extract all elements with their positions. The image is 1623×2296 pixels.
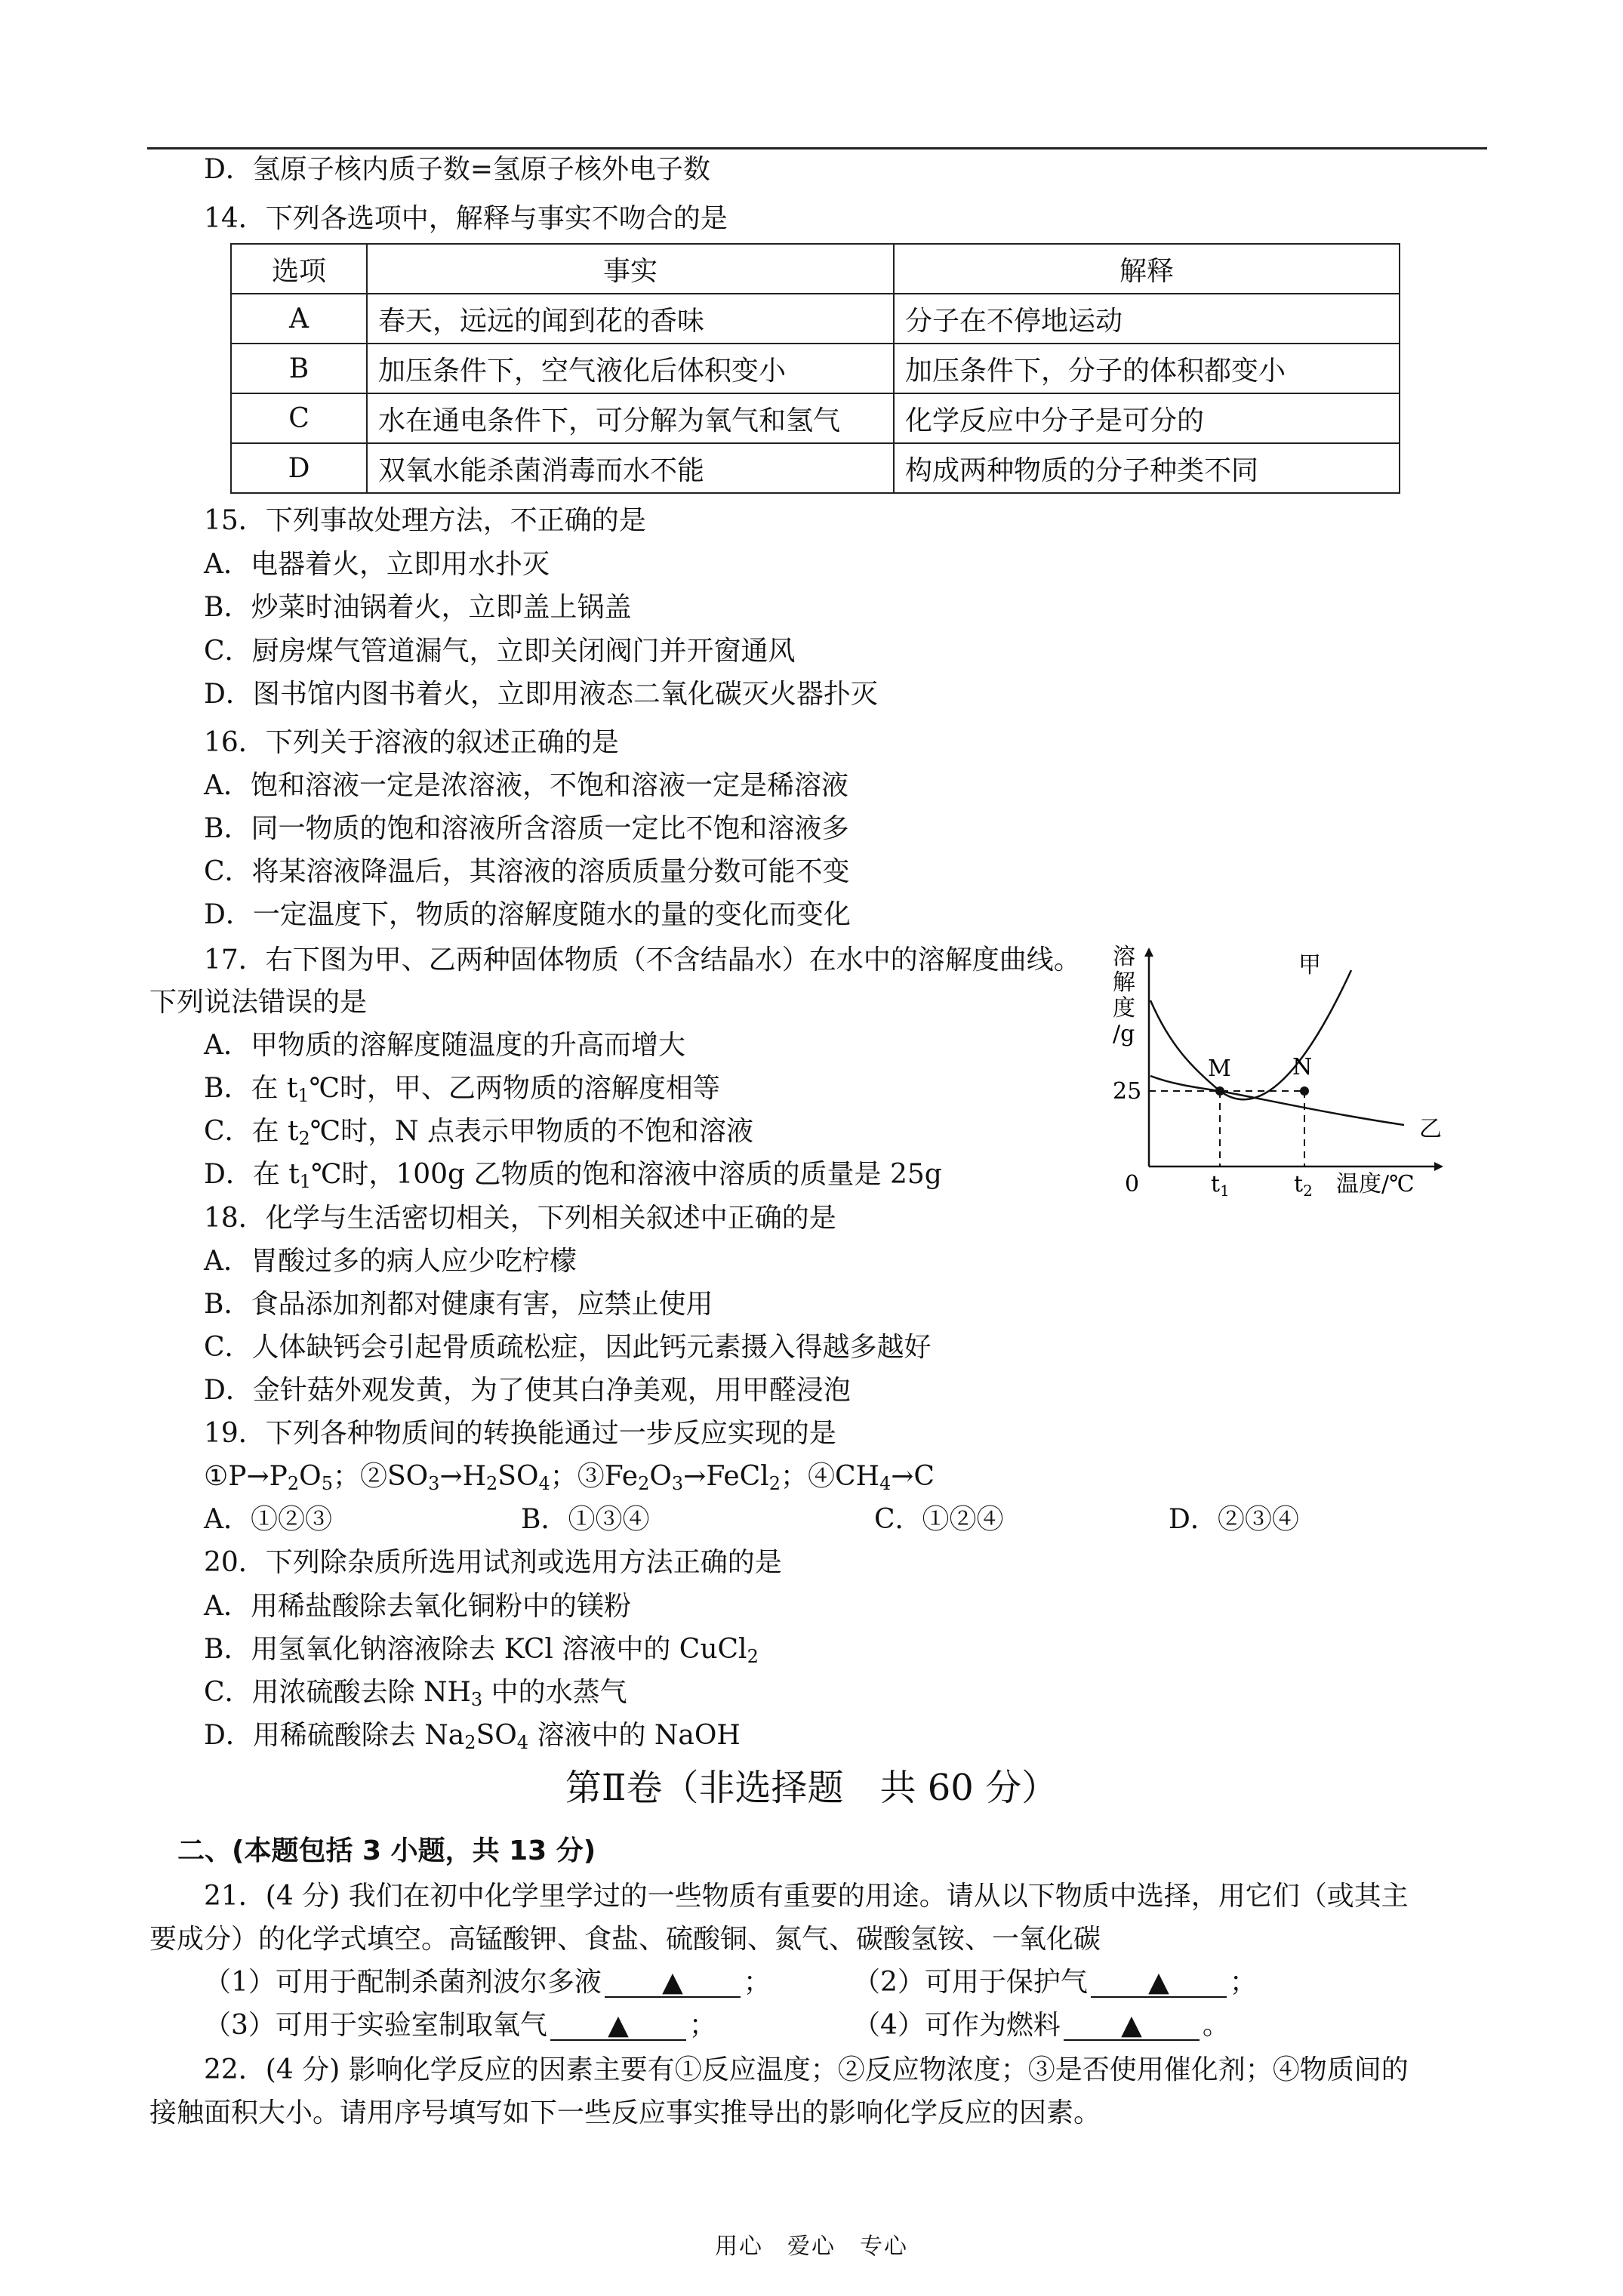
q21-part-1: （1）可用于配制杀菌剂波尔多液 ▲ ；: [204, 1967, 771, 1998]
row-explanation: 化学反应中分子是可分的: [894, 393, 1400, 443]
q21-part-3: （3）可用于实验室制取氧气 ▲ ；: [204, 2010, 716, 2041]
label-m: M: [1208, 1056, 1231, 1082]
column-header-option: 选项: [231, 244, 367, 294]
q16-option-d: D．一定温度下，物质的溶解度随水的量的变化而变化: [204, 899, 851, 930]
q15-option-c: C．厨房煤气管道漏气，立即关闭阀门并开窗通风: [204, 636, 796, 667]
answer-blank[interactable]: ▲: [1091, 1969, 1227, 1998]
q16-stem: 16．下列关于溶液的叙述正确的是: [204, 727, 619, 758]
header-rule: [147, 147, 1487, 149]
q19-option-d: D．②③④: [1169, 1504, 1299, 1535]
row-explanation: 加压条件下，分子的体积都变小: [894, 344, 1400, 393]
q21-part-2: （2）可用于保护气 ▲ ；: [853, 1967, 1257, 1998]
point-m: [1215, 1086, 1224, 1096]
y-axis-label-4: /g: [1113, 1021, 1135, 1047]
label-jia: 甲: [1298, 952, 1321, 978]
row-explanation: 分子在不停地运动: [894, 294, 1400, 344]
table-row: [231, 393, 1400, 443]
q21-part-4: （4）可作为燃料 ▲ 。: [853, 2010, 1230, 2041]
q20-stem: 20．下列除杂质所选用试剂或选用方法正确的是: [204, 1547, 782, 1578]
q18-stem: 18．化学与生活密切相关，下列相关叙述中正确的是: [204, 1203, 836, 1234]
column-header-explanation: 解释: [894, 244, 1400, 294]
q15-option-a: A．电器着火，立即用水扑灭: [204, 549, 550, 580]
y-tick-25: 25: [1113, 1078, 1142, 1105]
q20-option-b: B．用氢氧化钠溶液除去 KCl 溶液中的 CuCl$_2$: [204, 1634, 759, 1667]
q15-option-d: D．图书馆内图书着火，立即用液态二氧化碳灭火器扑灭: [204, 679, 878, 710]
row-fact: 双氧水能杀菌消毒而水不能: [367, 443, 894, 493]
q22-stem: 22．(4 分) 影响化学反应的因素主要有①反应温度；②反应物浓度；③是否使用催化剂；④物质间的: [204, 2054, 1409, 2085]
q20-option-c: C．用浓硫酸去除 $NH_3$ 中的水蒸气: [204, 1677, 627, 1710]
q21-stem: 21．(4 分) 我们在初中化学里学过的一些物质有重要的用途。请从以下物质中选择，用它们（或其主: [204, 1881, 1409, 1912]
q14-stem: 14．下列各选项中，解释与事实不吻合的是: [204, 203, 728, 234]
table-row: [231, 344, 1400, 393]
label-n: N: [1292, 1054, 1313, 1080]
origin-label: 0: [1125, 1171, 1140, 1197]
row-option: B: [231, 344, 367, 393]
tick-t1: $t_1$: [1211, 1171, 1230, 1200]
column-header-fact: 事实: [367, 244, 894, 294]
solubility-graph: [1087, 940, 1449, 1200]
page-footer: 用心 爱心 专心: [715, 2233, 908, 2260]
row-explanation: 构成两种物质的分子种类不同: [894, 443, 1400, 493]
row-option: C: [231, 393, 367, 443]
q18-option-d: D．金针菇外观发黄，为了使其白净美观，用甲醛浸泡: [204, 1375, 851, 1406]
part-two-title: 第Ⅱ卷（非选择题 共 60 分）: [565, 1767, 1058, 1809]
q17-option-c: C．在 $t_2℃$时，N 点表示甲物质的不饱和溶液: [204, 1116, 753, 1149]
q19-reactions: $①P\to P_2O_5$；$②SO_3\to H_2SO_4$；$③Fe_2O_3\to FeCl_2$；$④CH_4\to C$: [204, 1461, 935, 1494]
y-axis-label-3: 度: [1113, 995, 1135, 1022]
q16-option-c: C．将某溶液降温后，其溶液的溶质质量分数可能不变: [204, 856, 850, 887]
q17-option-a: A．甲物质的溶解度随温度的升高而增大: [204, 1030, 685, 1061]
row-fact: 加压条件下，空气液化后体积变小: [367, 344, 894, 393]
q22-stem-continued: 接触面积大小。请用序号填写如下一些反应事实推导出的影响化学反应的因素。: [149, 2097, 1101, 2128]
y-axis-label-2: 解: [1113, 969, 1135, 996]
answer-blank[interactable]: ▲: [605, 1969, 741, 1998]
q15-stem: 15．下列事故处理方法，不正确的是: [204, 505, 646, 536]
table-row: [231, 443, 1400, 493]
section-two-heading: 二、(本题包括 3 小题，共 13 分): [177, 1835, 596, 1866]
q19-option-a: A．①②③: [204, 1504, 332, 1535]
curve-jia: [1150, 970, 1351, 1099]
answer-blank[interactable]: ▲: [1064, 2012, 1200, 2041]
q17-option-b: B．在 $t_1℃$时，甲、乙两物质的溶解度相等: [204, 1073, 720, 1106]
q13-option-d: D．氢原子核内质子数=氢原子核外电子数: [204, 154, 711, 185]
q19-stem: 19．下列各种物质间的转换能通过一步反应实现的是: [204, 1418, 836, 1449]
q19-option-c: C．①②④: [874, 1504, 1004, 1535]
row-option: D: [231, 443, 367, 493]
x-axis-label: 温度/℃: [1336, 1171, 1415, 1197]
q17-stem: 17．右下图为甲、乙两种固体物质（不含结晶水）在水中的溶解度曲线。: [204, 945, 1081, 975]
q20-option-d: D．用稀硫酸除去 $Na_2SO_4$ 溶液中的 NaOH: [204, 1720, 741, 1753]
table-row: [231, 294, 1400, 344]
row-option: A: [231, 294, 367, 344]
q16-option-b: B．同一物质的饱和溶液所含溶质一定比不饱和溶液多: [204, 813, 849, 844]
q17-stem-continued: 下列说法错误的是: [149, 987, 368, 1018]
q20-option-a: A．用稀盐酸除去氧化铜粉中的镁粉: [204, 1591, 631, 1622]
q16-option-a: A．饱和溶液一定是浓溶液，不饱和溶液一定是稀溶液: [204, 770, 848, 801]
q21-stem-continued: 要成分）的化学式填空。高锰酸钾、食盐、硫酸铜、氮气、碳酸氢铵、一氧化碳: [149, 1924, 1101, 1955]
q14-table: [230, 243, 1400, 494]
answer-blank[interactable]: ▲: [550, 2012, 686, 2041]
table-header-row: [231, 244, 1400, 294]
q19-option-b: B．①③④: [521, 1504, 650, 1535]
curve-yi: [1150, 1076, 1404, 1125]
row-fact: 水在通电条件下，可分解为氧气和氢气: [367, 393, 894, 443]
y-axis-label-1: 溶: [1113, 944, 1135, 970]
q15-option-b: B．炒菜时油锅着火，立即盖上锅盖: [204, 592, 632, 623]
label-yi: 乙: [1419, 1116, 1442, 1142]
row-fact: 春天，远远的闻到花的香味: [367, 294, 894, 344]
q18-option-a: A．胃酸过多的病人应少吃柠檬: [204, 1246, 577, 1277]
point-n: [1300, 1086, 1309, 1096]
q18-option-b: B．食品添加剂都对健康有害，应禁止使用: [204, 1289, 713, 1320]
q17-option-d: D．在 $t_1℃$时，100g 乙物质的饱和溶液中溶质的质量是 25g: [204, 1159, 942, 1192]
tick-t2: $t_2$: [1294, 1171, 1313, 1200]
q18-option-c: C．人体缺钙会引起骨质疏松症，因此钙元素摄入得越多越好: [204, 1332, 932, 1363]
